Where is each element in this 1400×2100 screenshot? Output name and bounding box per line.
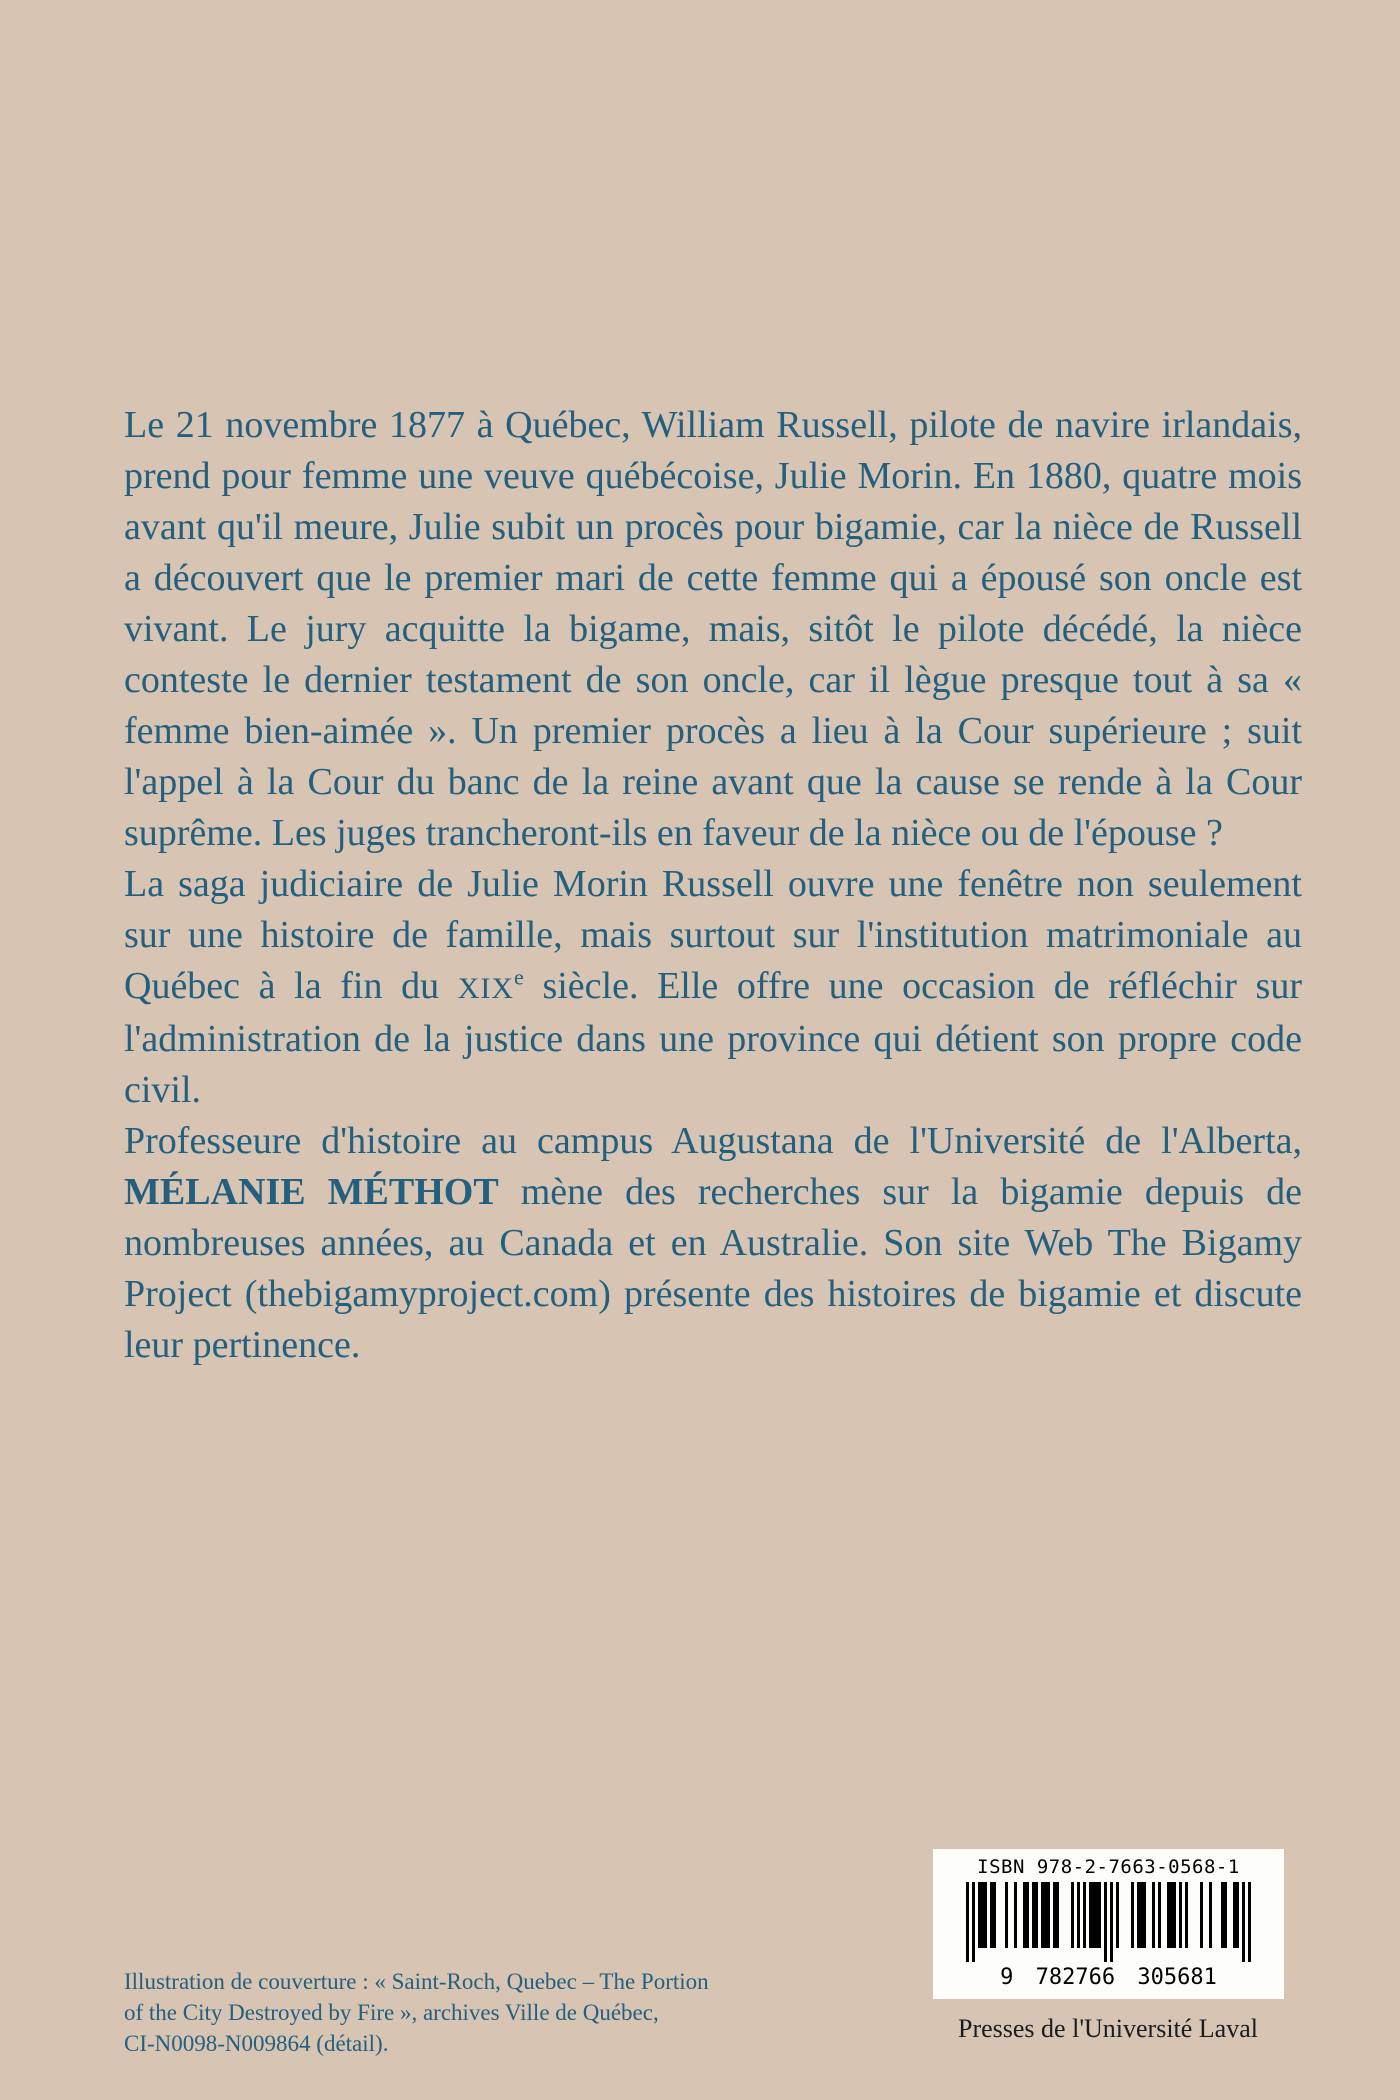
credit-line-1: Illustration de couverture : « Saint-Roch, Quebec – The Portion (124, 1969, 709, 1994)
synopsis-paragraph-2-text-before: La saga judiciaire de Julie Morin Russell ouvre une fenêtre non seulement sur une histoire de famille, mais surtout sur l'institution matrimoniale au Québec à la fin du (124, 863, 1302, 1007)
century-small-caps: XIX (457, 972, 515, 1005)
credit-line-2: of the City Destroyed by Fire », archives Ville de Québec, (124, 2000, 659, 2025)
credit-line-3: CI-N0098-N009864 (détail). (124, 2031, 389, 2056)
synopsis-paragraph-1: Le 21 novembre 1877 à Québec, William Russell, pilote de navire irlandais, prend pour femme une veuve québécoise, Julie Morin. En 1880, quatre mois avant qu'il meure, Julie subit un procès pour bigamie, car la nièce de Russell a découvert que le premier mari de cette femme qui a épousé son oncle est vivant. Le jury acquitte la bigame, mais, sitôt le pilote décédé, la nièce conteste le dernier testament de son oncle, car il lègue presque tout à sa « femme bien-aimée ». Un premier procès a lieu à la Cour supérieure ; suit l'appel à la Cour du banc de la reine avant que la cause se rende à la Cour suprême. Les juges trancheront-ils en faveur de la nièce ou de l'épouse ? (124, 404, 1302, 854)
author-name: MÉLANIE MÉTHOT (124, 1171, 499, 1213)
author-bio-text-before: Professeure d'histoire au campus Augustana de l'Université de l'Alberta, (124, 1120, 1302, 1162)
century-superscript: e (514, 964, 524, 990)
back-cover-text-column (124, 400, 1302, 1371)
publisher-name: Presses de l'Université Laval (958, 2014, 1258, 2043)
isbn-number: 9 782766 305681 (1000, 1965, 1217, 1990)
isbn-barcode-box (933, 1849, 1284, 1999)
ean13-barcode (966, 1882, 1251, 1948)
author-bio-text-after: mène des recherches sur la bigamie depuis de nombreuses années, au Canada et en Australie. Son site Web The Bigamy Project (thebigamyproject.com) présente des histoires de bigamie et discute leur pertinence. (124, 1171, 1302, 1366)
synopsis-paragraph-2 (124, 859, 1302, 1116)
cover-illustration-credit (124, 1966, 709, 2059)
synopsis-paragraph-2-text-after: siècle. Elle offre une occasion de réfléchir sur l'administration de la justice dans une province qui détient son propre code civil. (124, 965, 1303, 1111)
barcode-bar (1248, 1882, 1251, 1962)
isbn-label: ISBN 978-2-7663-0568-1 (977, 1856, 1240, 1878)
author-bio (124, 1116, 1302, 1371)
